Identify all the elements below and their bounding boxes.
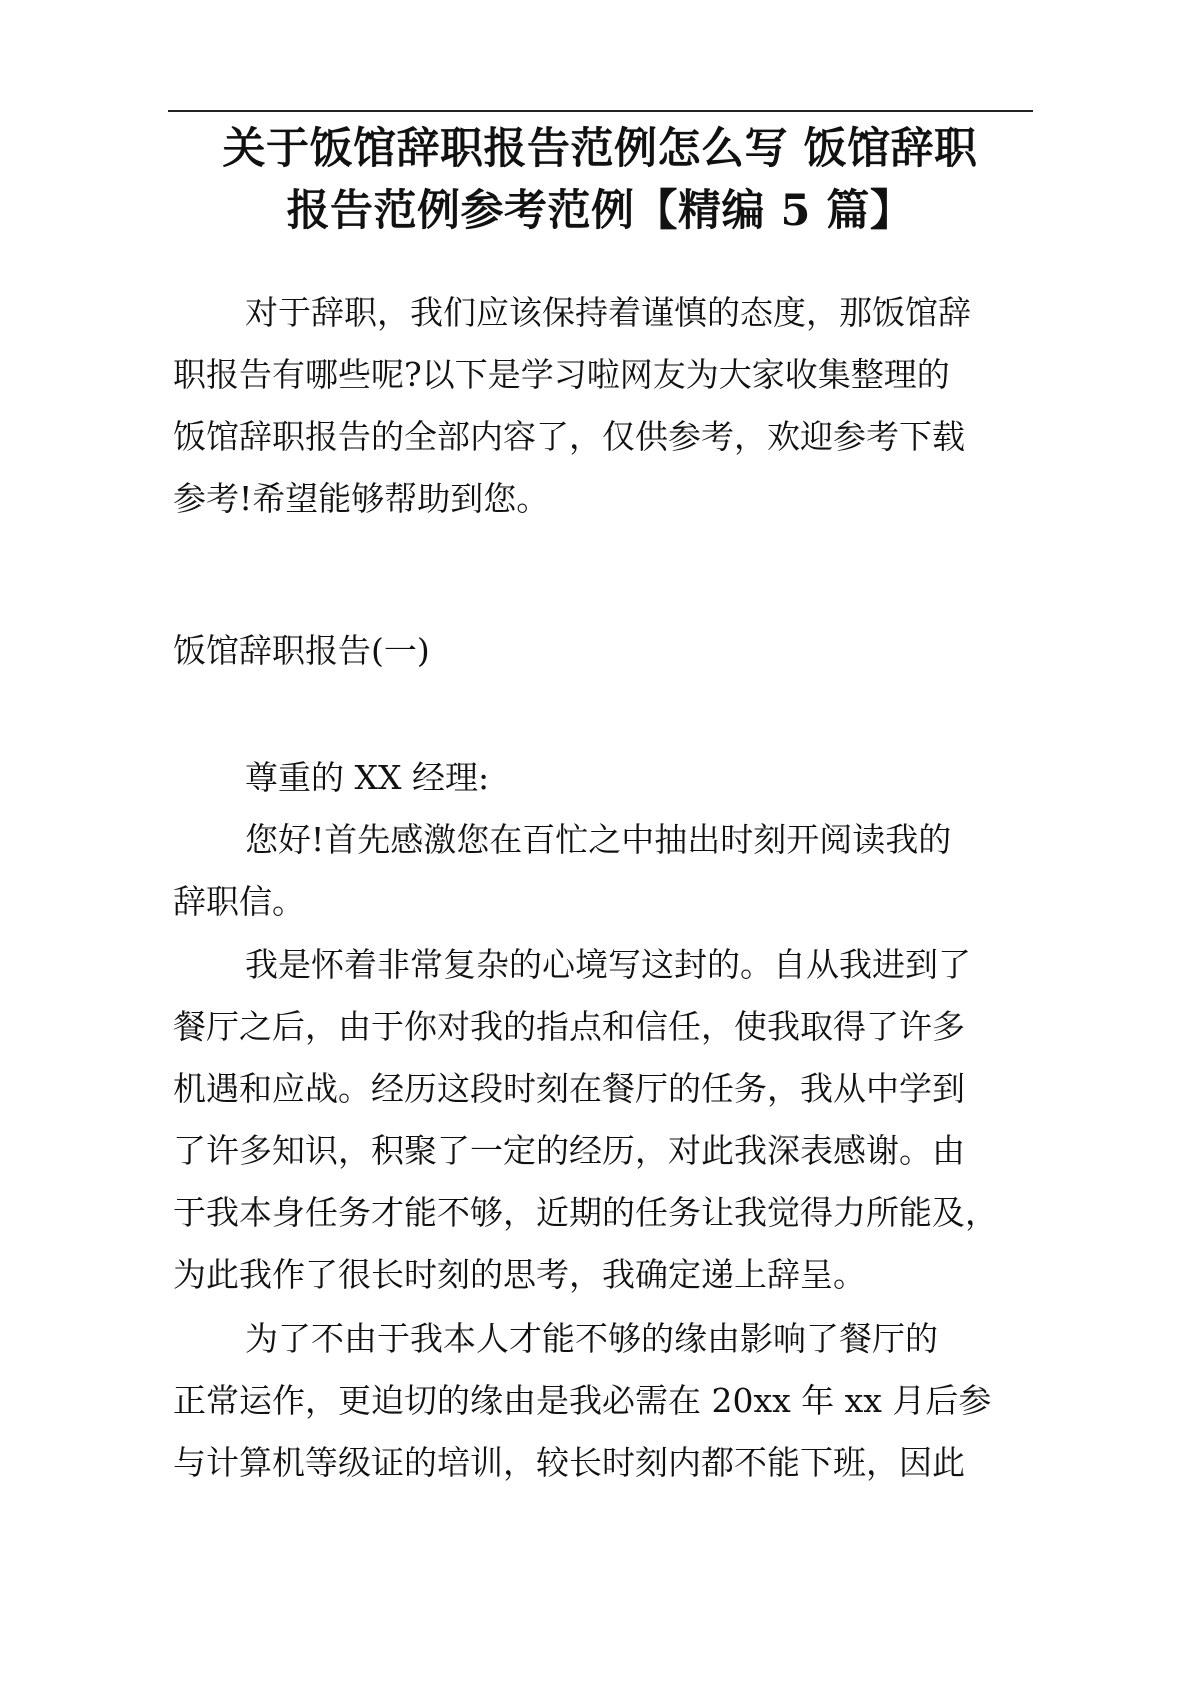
- paragraph-2-line-1: 我是怀着非常复杂的心境写这封的。自从我进到了: [245, 945, 971, 984]
- paragraph-2-line-3: 机遇和应战。经历这段时刻在餐厅的任务，我从中学到: [173, 1069, 965, 1108]
- title-line-1: 关于饭馆辞职报告范例怎么写 饭馆辞职: [222, 124, 978, 174]
- paragraph-1: [173, 809, 1053, 933]
- intro-line-3: 饭馆辞职报告的全部内容了，仅供参考，欢迎参考下载: [173, 417, 965, 456]
- paragraph-1-line-1: 您好!首先感激您在百忙之中抽出时刻开阅读我的: [245, 820, 952, 859]
- section-heading-text: 饭馆辞职报告(一): [173, 631, 430, 670]
- paragraph-2-line-4: 了许多知识，积聚了一定的经历，对此我深表感谢。由: [173, 1131, 965, 1170]
- intro-line-2: 职报告有哪些呢?以下是学习啦网友为大家收集整理的: [173, 355, 950, 394]
- header-rule: [168, 110, 1033, 112]
- section-heading: [173, 620, 1053, 682]
- paragraph-2-line-6: 为此我作了很长时刻的思考，我确定递上辞呈。: [173, 1255, 866, 1294]
- intro-line-4: 参考!希望能够帮助到您。: [173, 479, 550, 518]
- paragraph-1-line-2: 辞职信。: [173, 882, 305, 921]
- document-title: [160, 118, 1040, 242]
- salutation-text: 尊重的 XX 经理:: [245, 758, 490, 797]
- intro-paragraph: [173, 282, 1053, 530]
- intro-line-1: 对于辞职，我们应该保持着谨慎的态度，那饭馆辞: [245, 293, 971, 332]
- paragraph-3-line-2: 正常运作，更迫切的缘由是我必需在 20xx 年 xx 月后参: [173, 1381, 992, 1420]
- paragraph-2: [173, 934, 1053, 1306]
- paragraph-3: [173, 1308, 1053, 1494]
- salutation: [173, 747, 1053, 809]
- paragraph-3-line-3: 与计算机等级证的培训，较长时刻内都不能下班，因此: [173, 1443, 965, 1482]
- paragraph-3-line-1: 为了不由于我本人才能不够的缘由影响了餐厅的: [245, 1319, 938, 1358]
- title-line-2: 报告范例参考范例【精编 5 篇】: [286, 186, 914, 236]
- paragraph-2-line-5: 于我本身任务才能不够，近期的任务让我觉得力所能及，: [173, 1193, 998, 1232]
- paragraph-2-line-2: 餐厅之后，由于你对我的指点和信任，使我取得了许多: [173, 1007, 965, 1046]
